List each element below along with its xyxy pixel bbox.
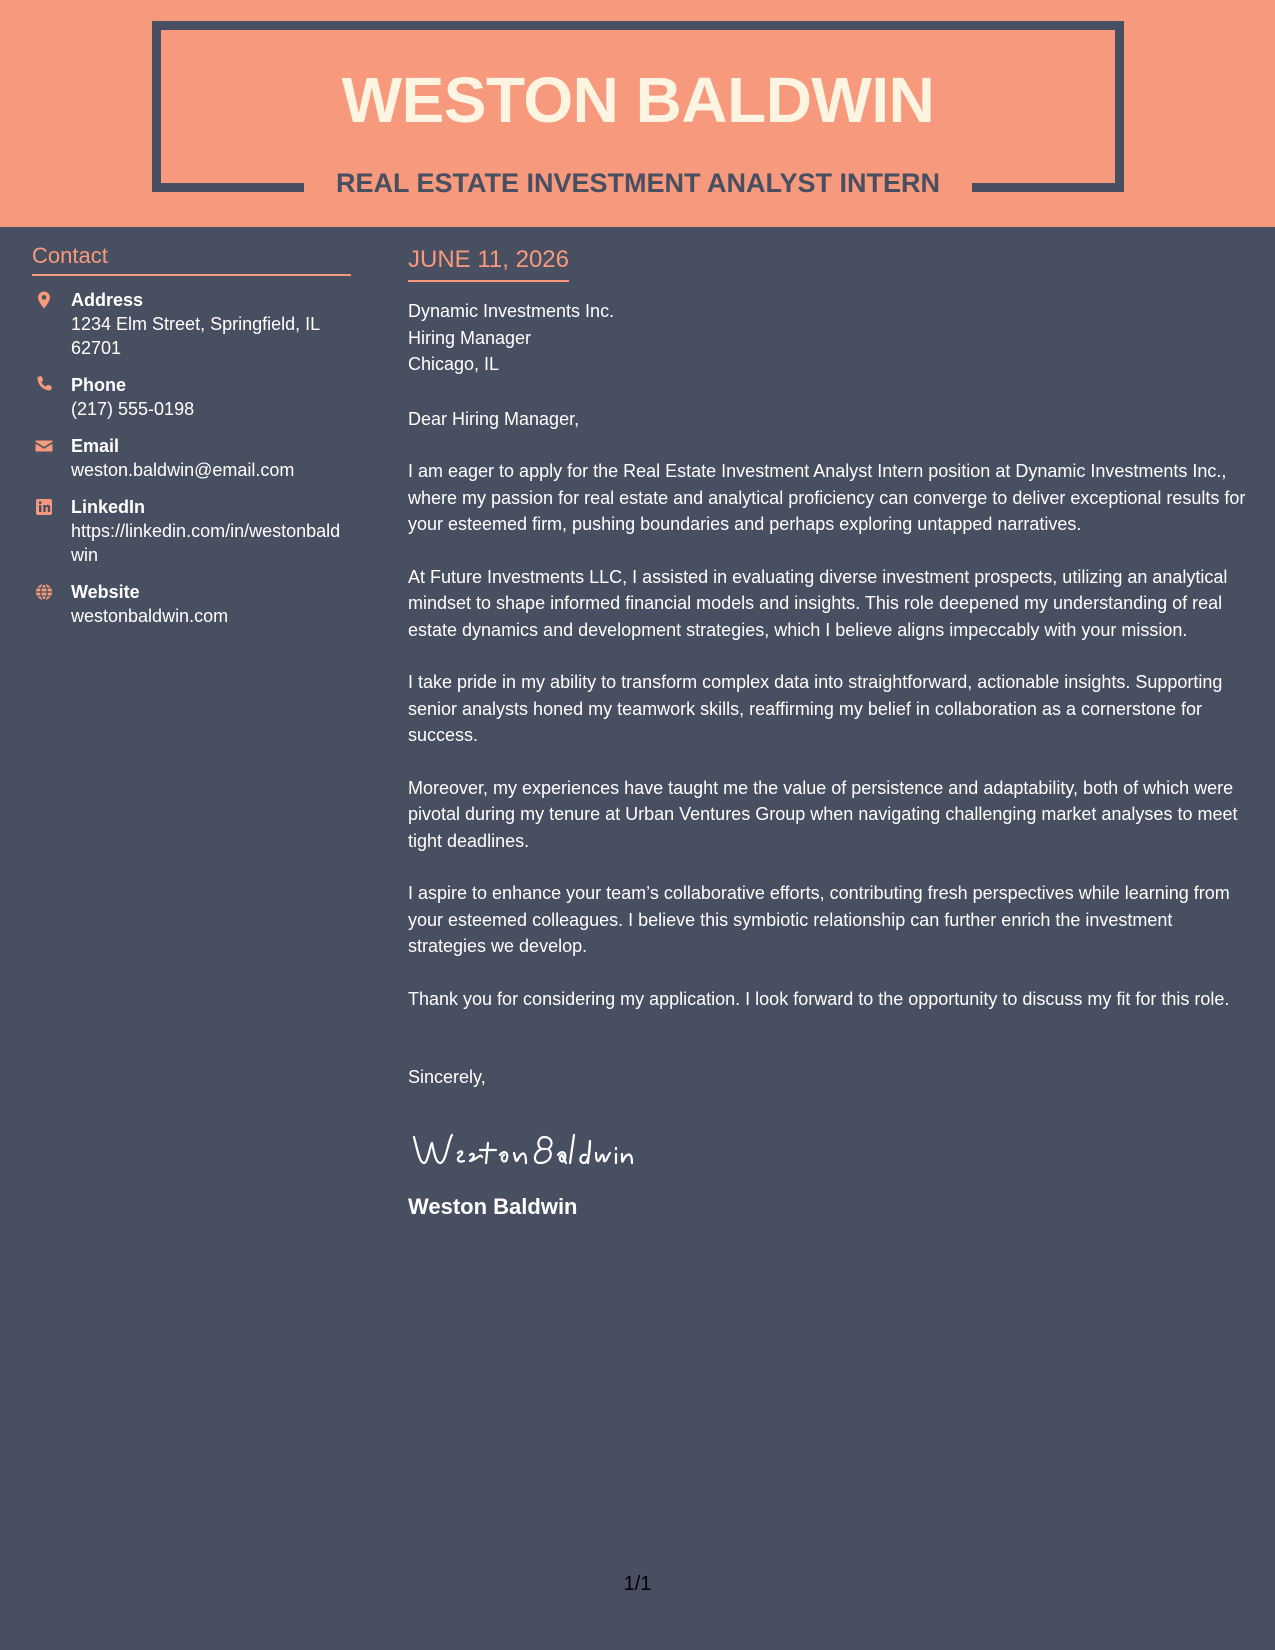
letter-date: JUNE 11, 2026 <box>408 244 569 282</box>
contact-item-email <box>32 434 351 482</box>
page-number: 1/1 <box>623 1573 652 1595</box>
location-pin-icon <box>34 290 54 310</box>
phone-value: (217) 555-0198 <box>71 399 195 419</box>
closing: Sincerely, <box>408 1067 486 1087</box>
handwritten-signature <box>408 1123 668 1173</box>
job-title: REAL ESTATE INVESTMENT ANALYST INTERN <box>335 168 941 198</box>
recipient-company: Dynamic Investments Inc. <box>408 301 615 321</box>
recipient-role: Hiring Manager <box>408 327 532 348</box>
paragraph: Moreover, my experiences have taught me the value of persistence and adaptability, both of which were pivotal during my tenure at Urban Ventures Group when navigating challenging market analyses to meet tight deadlines. <box>408 777 1238 851</box>
header-banner <box>0 0 1275 227</box>
contact-sidebar <box>32 240 351 641</box>
contact-item-address <box>32 288 351 360</box>
letter-body <box>408 244 1253 1222</box>
paragraph: At Future Investments LLC, I assisted in evaluating diverse investment prospects, utilizing an analytical mindset to shape informed financial models and insights. This role deepened my understanding of real estate dynamics and development strategies, which I believe aligns impeccably with your mission. <box>408 566 1228 640</box>
contact-heading: Contact <box>32 240 351 276</box>
paragraph: I am eager to apply for the Real Estate Investment Analyst Intern position at Dynamic Investments Inc., where my passion for real estate and analytical proficiency can converge to deliver exceptional results for your esteemed firm, pushing boundaries and perhaps exploring untapped narratives. <box>408 461 1246 534</box>
contact-label: LinkedIn <box>71 497 146 517</box>
linkedin-icon <box>34 497 54 517</box>
paragraph: I aspire to enhance your team’s collaborative efforts, contributing fresh perspectives while learning from your esteemed colleagues. I believe this symbiotic relationship can further enrich the investment strategies we develop. <box>408 883 1230 956</box>
website-value: westonbaldwin.com <box>71 606 229 626</box>
salutation: Dear Hiring Manager, <box>408 408 580 429</box>
contact-label: Address <box>71 290 144 310</box>
paragraph: Thank you for considering my application. I look forward to the opportunity to discuss my fit for this role. <box>408 988 1230 1009</box>
contact-label: Email <box>71 436 120 456</box>
contact-item-linkedin <box>32 495 351 567</box>
linkedin-value: https://linkedin.com/in/westonbaldwin <box>71 521 341 565</box>
globe-icon <box>34 582 54 602</box>
address-value: 1234 Elm Street, Springfield, IL 62701 <box>71 314 320 358</box>
recipient-block <box>408 298 1253 378</box>
paragraph: I take pride in my ability to transform complex data into straightforward, actionable insights. Supporting senior analysts honed my teamwork skills, reaffirming my belief in collaboration as a cornerstone for success. <box>408 672 1223 745</box>
recipient-location: Chicago, IL <box>408 354 500 374</box>
email-value: weston.baldwin@email.com <box>71 460 295 480</box>
header-frame-bottom-left <box>152 183 304 192</box>
envelope-icon <box>34 436 54 456</box>
contact-item-phone <box>32 373 351 421</box>
applicant-name: WESTON BALDWIN <box>341 64 935 136</box>
signer-name: Weston Baldwin <box>408 1193 578 1219</box>
header-frame-bottom-right <box>972 183 1124 192</box>
contact-label: Website <box>71 582 140 602</box>
contact-label: Phone <box>71 375 127 395</box>
contact-item-website <box>32 580 351 628</box>
phone-icon <box>34 375 54 395</box>
